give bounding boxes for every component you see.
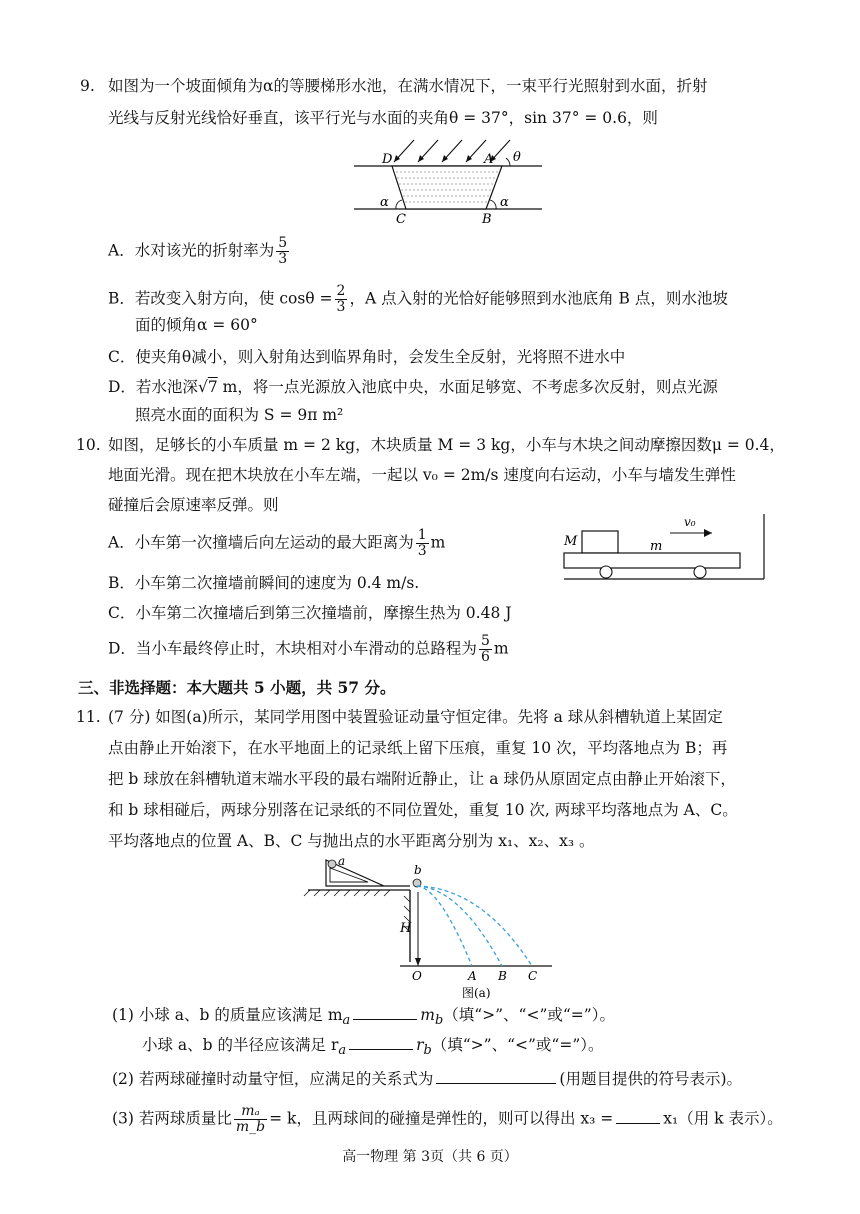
fraction (335, 284, 348, 315)
q9-option-d-text1: D．若水池深 (108, 378, 198, 396)
sqrt-radicand: 7 (207, 378, 218, 396)
fraction (416, 528, 429, 559)
label-C: C (396, 212, 406, 226)
q9-option-d-text2: m，将一点光源放入池底中央，水面足够宽、不考虑多次反射，则点光源 (217, 378, 718, 396)
q11-part2-text: (2) 若两球碰撞时动量守恒，应满足的关系式为 (112, 1070, 434, 1088)
denominator: 3 (336, 299, 346, 315)
q11-stem-line3: 把 b 球放在斜槽轨道末端水平段的最右端附近静止，让 a 球仍从原固定点由静止开始滚下， (108, 770, 736, 788)
q11-part1b-hint: （填“>”、“<”或“=”）。 (431, 1036, 604, 1054)
q9-option-d-line2: 照亮水面的面积为 S = 9π m² (135, 406, 344, 424)
q9-stem-line2: 光线与反射光线恰好垂直，该平行光与水面的夹角θ = 37°，sin 37° = 0.6，则 (108, 109, 658, 127)
label-theta: θ (513, 150, 521, 165)
label-D: D (382, 152, 393, 167)
q11-stem-line2: 点由静止开始滚下，在水平地面上的记录纸上留下压痕，重复 10 次，平均落地点为 B；再 (108, 739, 728, 757)
q11-part3-hint: x₁（用 k 表示）。 (663, 1109, 783, 1128)
q11-part1b-text: 小球 a、b 的半径应该满足 r (142, 1036, 339, 1054)
q10-option-c: C．小车第二次撞墙后到第三次撞墙前，摩擦生热为 0.48 J (108, 604, 512, 622)
q10-option-a (108, 528, 445, 559)
numerator: 5 (480, 633, 490, 649)
q10-number: 10. (76, 436, 101, 454)
q11-stem-line5: 平均落地点的位置 A、B、C 与抛出点的水平距离分别为 x₁、x₂、x₃ 。 (108, 832, 595, 850)
q9-number: 9. (80, 77, 95, 95)
q11-part2-hint: (用题目提供的符号表示)。 (559, 1070, 742, 1088)
sqrt-sign: √ (197, 378, 208, 396)
denominator: 3 (417, 543, 427, 559)
answer-blank[interactable] (436, 1069, 556, 1084)
denominator: m_b (235, 1119, 266, 1135)
denominator: 3 (278, 251, 288, 267)
q10-option-a-text: A．小车第一次撞墙后向左运动的最大距离为 (108, 533, 414, 552)
label-A-point: A (468, 969, 477, 983)
pool-diagram (350, 134, 546, 226)
q9-option-d (108, 376, 718, 398)
mass-ratio-fraction (234, 1104, 267, 1135)
section-heading: 三、非选择题：本大题共 5 小题，共 57 分。 (78, 678, 396, 697)
q11-stem-line1: (7 分) 如图(a)所示，某同学用图中装置验证动量守恒定律。先将 a 球从斜槽轨道上某固定 (108, 708, 723, 726)
q9-stem-line1: 如图为一个坡面倾角为α的等腰梯形水池，在满水情况下，一束平行光照射到水面，折射 (108, 77, 708, 95)
q9-option-b-text2: ，A 点入射的光恰好能够照到水池底角 B 点，则水池坡 (349, 289, 728, 308)
label-A: A (484, 152, 494, 167)
numerator: mₐ (234, 1104, 267, 1120)
symbol-r: r (416, 1036, 424, 1054)
answer-blank[interactable] (616, 1109, 660, 1124)
label-B: B (482, 212, 492, 226)
subscript: b (434, 1013, 444, 1029)
label-alpha-left: α (380, 195, 389, 210)
q11-part3-text: (3) 若两球质量比 (112, 1109, 232, 1128)
q10-option-d (108, 634, 509, 665)
answer-blank[interactable] (349, 1035, 413, 1050)
q11-part1-radius (142, 1034, 604, 1062)
label-H: H (400, 921, 412, 936)
subscript: b (423, 1043, 432, 1059)
label-a: a (338, 854, 346, 868)
label-M: M (564, 534, 578, 549)
q11-part3 (112, 1104, 783, 1135)
q9-option-a (108, 236, 291, 267)
cart-diagram (560, 512, 775, 587)
label-O: O (412, 969, 422, 983)
label-B-point: B (498, 969, 507, 983)
label-C-point: C (528, 969, 538, 983)
label-m: m (650, 539, 663, 554)
q11-part1-hint: （填“>”、“<”或“=”）。 (443, 1006, 615, 1024)
numerator: 5 (278, 235, 288, 251)
answer-blank[interactable] (353, 1005, 417, 1020)
q9-option-a-text: A．水对该光的折射率为 (108, 241, 275, 260)
q11-part1-mass (112, 1004, 615, 1032)
figure-caption: 图(a) (462, 986, 491, 1000)
q11-part2 (112, 1068, 742, 1090)
numerator: 1 (417, 527, 427, 543)
label-alpha-right: α (500, 195, 509, 210)
page-footer: 高一物理 第 3页（共 6 页） (342, 1149, 518, 1165)
label-v0: v₀ (684, 515, 696, 529)
q10-stem-line2: 地面光滑。现在把木块放在小车左端，一起以 v₀ = 2m/s 速度向右运动，小车与墙发生弹性 (108, 466, 736, 484)
collision-apparatus-diagram (300, 852, 562, 1000)
fraction (276, 236, 289, 267)
q11-stem-line4: 和 b 球相碰后，两球分别落在记录纸的不同位置处，重复 10 次, 两球平均落地点为 A、C。 (108, 801, 738, 819)
q10-option-d-text: D．当小车最终停止时，木块相对小车滑动的总路程为 (108, 639, 477, 658)
denominator: 6 (480, 649, 490, 665)
unit: m (493, 639, 509, 658)
q10-stem-line1: 如图，足够长的小车质量 m = 2 kg，木块质量 M = 3 kg，小车与木块之间动摩擦因数μ = 0.4， (108, 436, 785, 454)
numerator: 2 (336, 283, 346, 299)
subscript: a (338, 1043, 347, 1059)
q9-option-b-line2: 面的倾角α = 60° (135, 316, 258, 334)
q10-stem-line3: 碰撞后会原速率反弹。则 (108, 496, 279, 514)
label-b: b (414, 863, 422, 877)
q11-number: 11. (76, 708, 101, 726)
fraction (479, 634, 492, 665)
q9-option-b (108, 284, 728, 315)
q11-part1-text: (1) 小球 a、b 的质量应该满足 m (112, 1006, 343, 1024)
q9-option-b-text1: B．若改变入射方向，使 cosθ = (108, 289, 333, 308)
unit: m (430, 533, 446, 552)
subscript: a (342, 1013, 351, 1029)
q11-part3-mid: = k，且两球间的碰撞是弹性的，则可以得出 x₃ = (269, 1109, 614, 1128)
symbol-m: m (420, 1006, 435, 1024)
q9-option-c: C．使夹角θ减小，则入射角达到临界角时，会发生全反射，光将照不进水中 (108, 348, 626, 366)
q10-option-b: B．小车第二次撞墙前瞬间的速度为 0.4 m/s. (108, 574, 420, 592)
